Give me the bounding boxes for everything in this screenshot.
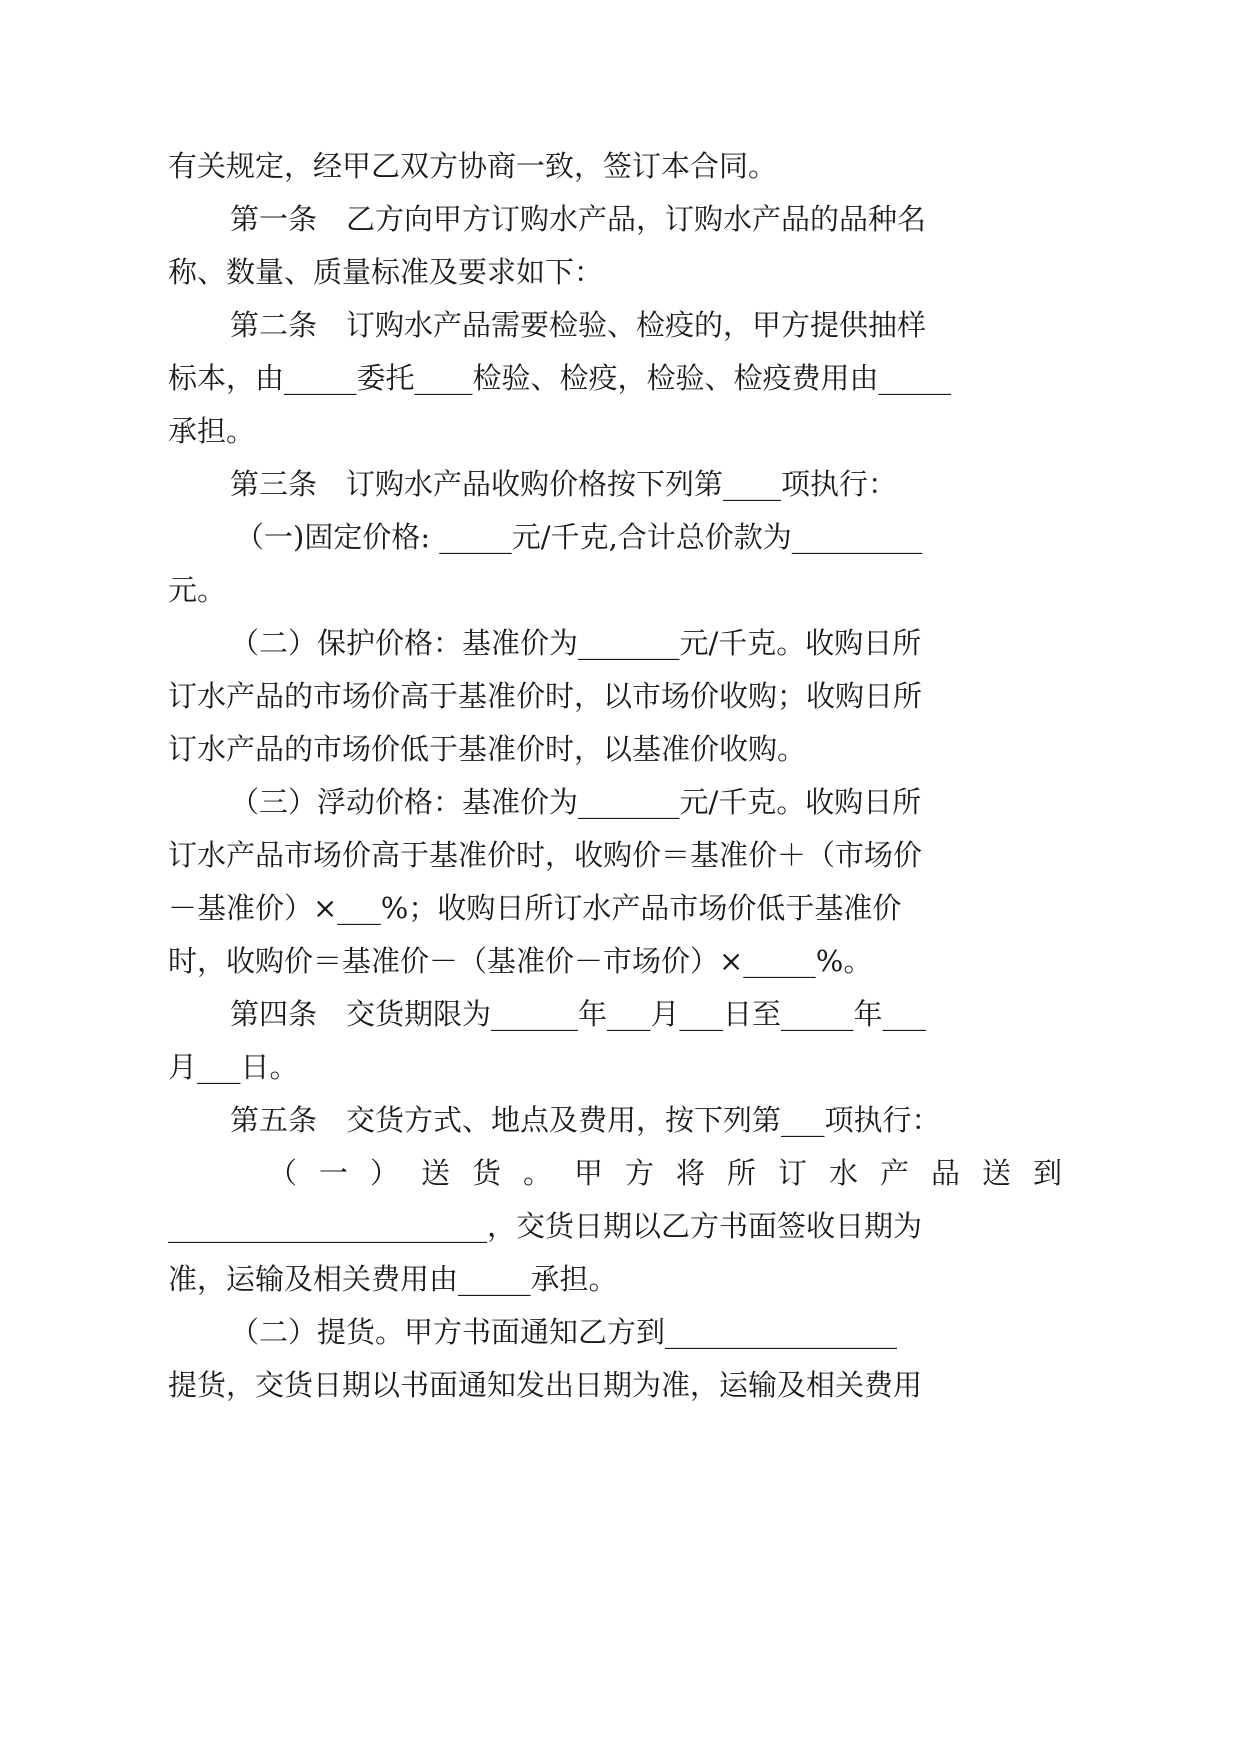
text-line: 订水产品的市场价高于基准价时，以市场价收购；收购日所 (168, 679, 923, 713)
text-line: －基准价）×___%；收购日所订水产品市场价低于基准价 (168, 891, 902, 925)
text-line: 月___日。 (168, 1050, 299, 1084)
text-line: 标本，由_____委托____检验、检疫，检验、检疫费用由_____ (168, 361, 952, 395)
item-delivery-line (168, 1155, 1085, 1191)
text-line: 准，运输及相关费用由_____承担。 (168, 1262, 618, 1296)
clause-2-heading-line: 第二条 订购水产品需要检验、检疫的，甲方提供抽样 (230, 308, 927, 342)
justified-text: （一）送货。甲方将所订水产品送到 (268, 1156, 1085, 1190)
item-protected-price-line: （二）保护价格：基准价为_______元/千克。收购日所 (230, 626, 922, 660)
clause-1-heading-line: 第一条 乙方向甲方订购水产品，订购水产品的品种名 (230, 202, 927, 236)
text-line: 订水产品的市场价低于基准价时，以基准价收购。 (168, 732, 807, 766)
text-line: 有关规定，经甲乙双方协商一致，签订本合同。 (168, 149, 778, 183)
text-line: 提货，交货日期以书面通知发出日期为准，运输及相关费用 (168, 1368, 923, 1402)
text-line: 承担。 (168, 414, 256, 448)
clause-4-heading-line: 第四条 交货期限为______年___月___日至_____年___ (230, 997, 927, 1031)
text-line: ______________________，交货日期以乙方书面签收日期为 (168, 1209, 923, 1243)
item-floating-price-line: （三）浮动价格：基准价为_______元/千克。收购日所 (230, 785, 922, 819)
text-line: 元。 (168, 573, 227, 607)
text-line: 时，收购价＝基准价－（基准价－市场价）×_____%。 (168, 944, 873, 978)
text-line: 订水产品市场价高于基准价时，收购价＝基准价＋（市场价 (168, 838, 923, 872)
item-fixed-price-line: （一)固定价格: _____元/千克,合计总价款为_________ (235, 520, 923, 554)
clause-3-heading-line: 第三条 订购水产品收购价格按下列第____项执行： (230, 467, 898, 501)
text-line: 称、数量、质量标准及要求如下： (168, 255, 604, 289)
clause-5-heading-line: 第五条 交货方式、地点及费用，按下列第___项执行： (230, 1103, 941, 1137)
item-pickup-line: （二）提货。甲方书面通知乙方到________________ (230, 1315, 898, 1349)
